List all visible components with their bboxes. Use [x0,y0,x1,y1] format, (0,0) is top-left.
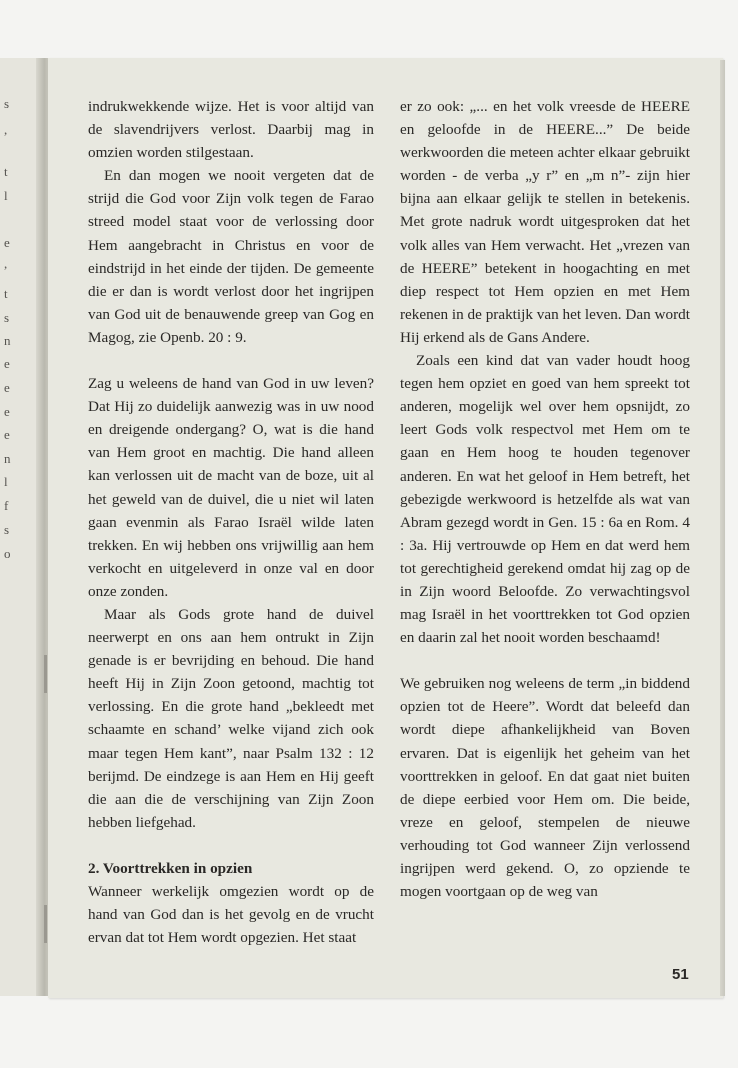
margin-letter: l [4,474,8,489]
right-text-column [400,95,690,903]
paragraph: Wanneer werkelijk omgezien wordt op de hand van God dan is het gevolg en de vrucht ervan dat tot Hem wordt opgezien. Het staat [88,883,374,947]
paragraph: En dan mogen we nooit vergeten dat de strijd die God voor Zijn volk tegen de Farao streed model staat voor de verlossing door Hem aangebracht in Christus en voor de eindstrijd in het einde der tijden. De gemeente die er dan is wordt verlost door het ingrijpen van God uit de benauwende greep van Gog en Magog, zie Openb. 20 : 9. [88,167,374,346]
margin-letter: n [4,451,11,466]
gutter-mark [44,655,47,693]
page-edge [720,60,725,996]
paragraph: indrukwekkende wijze. Het is voor altijd van de slavendrijvers verlost. Daarbij mag in omzien worden stilgestaan. [88,98,374,162]
margin-letter: o [4,546,11,561]
margin-letter: , [4,256,8,271]
margin-letter: e [4,235,10,250]
paragraph: Zoals een kind dat van vader houdt hoog tegen hem opziet en goed van hem spreekt tot anderen, mogelijk wel over hem opsnijdt, zo leert Gods volk respectvol met Hem om te gaan en Hem hoog te houden tegenover anderen. En wat het geloof in Hem betreft, het gebezigde werkwoord is hetzelfde als wat van Abram gezegd wordt in Gen. 15 : 6a en Rom. 4 : 3a. Hij vertrouwde op Hem en dat werd hem tot gerechtigheid gerekend omdat hij zag op de in Zijn woord Beloofde. Zo verwachtingsvol mag Israël in het voorttrekken tot God opzien en daarin zal het nooit worden beschaamd! [400,352,690,647]
margin-letter: f [4,498,9,513]
section-heading: 2. Voorttrekken in opzien [88,859,253,877]
margin-letter: e [4,404,10,419]
left-text-column [88,95,374,949]
paragraph: er zo ook: „... en het volk vreesde de HEERE en geloofde in de HEERE...” De beide werkwoorden die meteen achter elkaar gebruikt worden - de verba „y r” en „m n”- zijn hier bijna aan elkaar gelijk te stellen in betekenis. Met grote nadruk wordt uitgesproken dat het volk alles van Hem verwacht. Het „vrezen van de HEERE” betekent in hoogachting en met diep respect tot Hem opzien en met Hem rekenen in de praktijk van het leven. Dan wordt Hij erkend als de Gans Andere. [400,98,690,346]
margin-letter: s [4,310,10,325]
margin-letter: t [4,164,8,179]
margin-letter: , [4,122,8,137]
margin-letter: e [4,427,10,442]
margin-letter: s [4,522,10,537]
paragraph: We gebruiken nog weleens de term „in biddend opzien tot de Heere”. Wordt dat beleefd dan wordt diepe afhankelijkheid van Boven ervaren. Dat is eigenlijk het geheim van het voorttrekken in geloof. En dat gaat niet buiten de diepe eerbied voor Hem om. Die beide, vreze en geloof, stempelen de nieuwe verhouding tot God wanneer Zijn verlossend ingrijpen werd gekend. O, zo opziende te mogen voortgaan op de weg van [400,675,690,901]
margin-letter: s [4,96,10,111]
paragraph: Maar als Gods grote hand de duivel neerwerpt en ons aan hem ontrukt in Zijn genade is er bevrijding en behoud. Die hand heeft Hij in Zijn Zoon getoond, machtig tot verlossing. En die grote hand „bekleedt met schaamte en schand’ welke vijand zich ook maar tegen Hem kant”, naar Psalm 132 : 12 berijmd. De eindzege is aan Hem en Hij geeft die aan die de verschijning van Zijn Zoon hebben liefgehad. [88,605,374,831]
margin-letter: e [4,356,10,371]
margin-letter: l [4,188,8,203]
page-number: 51 [672,966,689,983]
margin-letter: t [4,286,8,301]
paragraph: Zag u weleens de hand van God in uw leven? Dat Hij zo duidelijk aanwezig was in uw nood en dreigende ondergang? O, wat is die hand van Hem groot en machtig. Die hand alleen kan verlossen uit de macht van de boze, uit al het geweld van de duivel, die u niet wil laten gaan evenmin als Farao Israël wilde laten trekken. En wij hebben ons vrijwillig aan hem verkocht en uitgeleverd in onze val en door onze zonden. [88,375,374,600]
margin-letter: e [4,380,10,395]
gutter-mark [44,905,47,943]
margin-letter: n [4,333,11,348]
